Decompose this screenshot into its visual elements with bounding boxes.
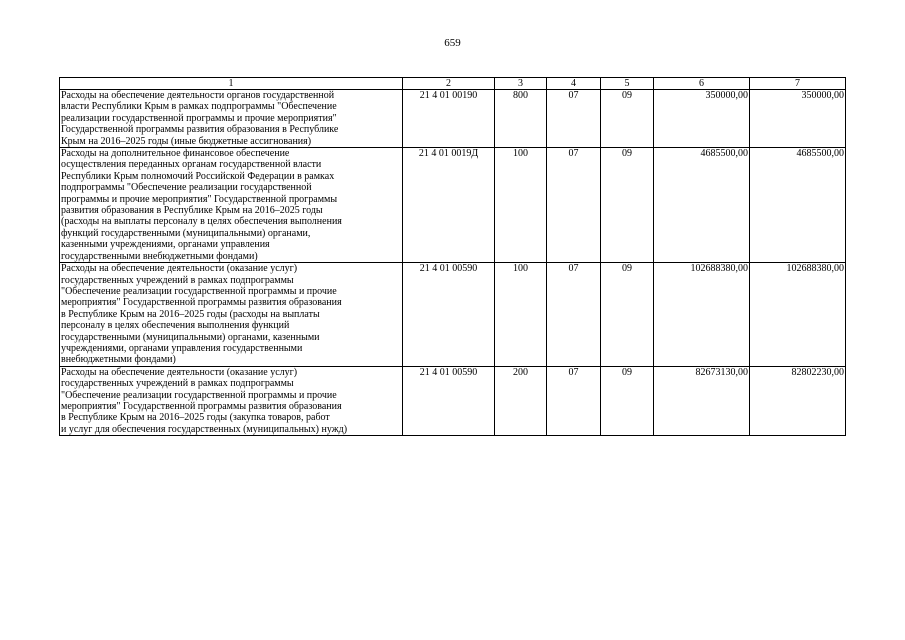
- section-code: 07: [547, 366, 601, 435]
- expense-type-code: 100: [495, 148, 547, 263]
- amount-column-7: 4685500,00: [750, 148, 846, 263]
- subsection-code: 09: [601, 366, 654, 435]
- header-row: [60, 78, 846, 90]
- amount-column-6: 4685500,00: [654, 148, 750, 263]
- expense-description: Расходы на обеспечение деятельности (оказание услуг) государственных учреждений в рамках подпрограммы "Обеспечение реализации государственной программы и прочие мероприятия" Государственной программы развития образования в Республике Крым на 2016–2025 годы (расходы на выплаты персоналу в целях обеспечения выполнения функций государственными (муниципальными) органами, казенными учреждениями, органами управления государственными внебюджетными фондами): [60, 263, 403, 367]
- expense-description: Расходы на обеспечение деятельности органов государственной власти Республики Крым в рамках подпрограммы "Обеспечение реализации государственной программы и прочие мероприятия" Государственной программы развития образования в Республике Крым на 2016–2025 годы (иные бюджетные ассигнования): [60, 90, 403, 148]
- table-row: [60, 90, 846, 148]
- header-cell: 2: [403, 78, 495, 90]
- page-number: 659: [444, 37, 461, 49]
- table-row: [60, 148, 846, 263]
- header-cell: 5: [601, 78, 654, 90]
- amount-column-7: 82802230,00: [750, 366, 846, 435]
- subsection-code: 09: [601, 263, 654, 367]
- expense-description: Расходы на дополнительное финансовое обеспечение осуществления переданных органам государственной власти Республики Крым полномочий Российской Федерации в рамках подпрограммы "Обеспечение реализации государственной программы и прочие мероприятия" Государственной программы развития образования в Республике Крым на 2016–2025 годы (расходы на выплаты персоналу в целях обеспечения выполнения функций государственными (муниципальными) органами, казенными учреждениями, органами управления государственными внебюджетными фондами): [60, 148, 403, 263]
- expense-type-code: 100: [495, 263, 547, 367]
- table-row: [60, 263, 846, 367]
- amount-column-6: 102688380,00: [654, 263, 750, 367]
- section-code: 07: [547, 148, 601, 263]
- header-cell: 4: [547, 78, 601, 90]
- expense-description: Расходы на обеспечение деятельности (оказание услуг) государственных учреждений в рамках подпрограммы "Обеспечение реализации государственной программы и прочие мероприятия" Государственной программы развития образования в Республике Крым на 2016–2025 годы (закупка товаров, работ и услуг для обеспечения государственных (муниципальных) нужд): [60, 366, 403, 435]
- expense-type-code: 200: [495, 366, 547, 435]
- header-cell: 1: [60, 78, 403, 90]
- amount-column-6: 82673130,00: [654, 366, 750, 435]
- section-code: 07: [547, 90, 601, 148]
- target-article-code: 21 4 01 00590: [403, 263, 495, 367]
- subsection-code: 09: [601, 90, 654, 148]
- header-cell: 3: [495, 78, 547, 90]
- budget-table: [59, 77, 846, 436]
- section-code: 07: [547, 263, 601, 367]
- target-article-code: 21 4 01 00190: [403, 90, 495, 148]
- subsection-code: 09: [601, 148, 654, 263]
- expense-type-code: 800: [495, 90, 547, 148]
- target-article-code: 21 4 01 0019Д: [403, 148, 495, 263]
- header-cell: 7: [750, 78, 846, 90]
- amount-column-7: 350000,00: [750, 90, 846, 148]
- header-cell: 6: [654, 78, 750, 90]
- target-article-code: 21 4 01 00590: [403, 366, 495, 435]
- table-row: [60, 366, 846, 435]
- amount-column-6: 350000,00: [654, 90, 750, 148]
- amount-column-7: 102688380,00: [750, 263, 846, 367]
